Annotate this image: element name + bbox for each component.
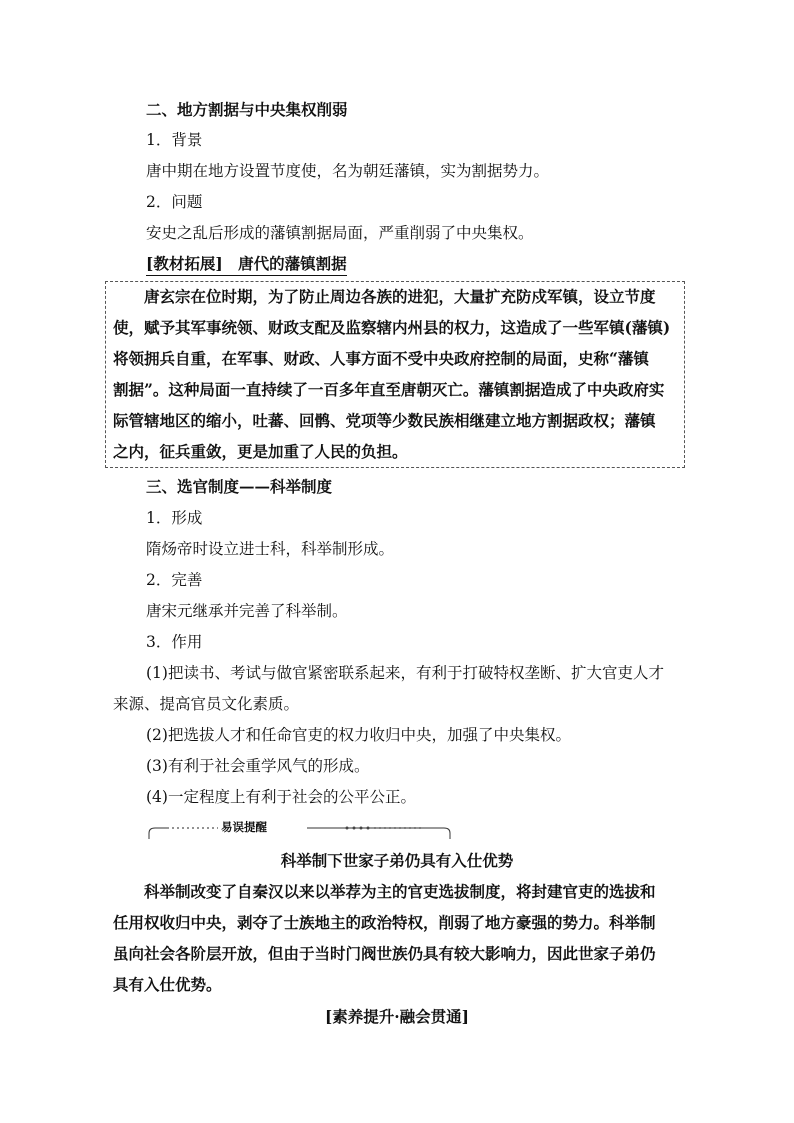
section3-sub-improve: 2．完善 (146, 571, 203, 589)
warning-line: 具有入仕优势。 (113, 975, 222, 994)
section3-effect-item: (2)把选拔人才和任命官吏的权力收归中央，加强了中央集权。 (146, 726, 571, 744)
footer-section-label: [素养提升·融会贯通] (324, 1007, 470, 1026)
section3-sub-formation: 1．形成 (146, 509, 203, 527)
warning-title: 科举制下世家子弟仍具有入仕优势 (280, 851, 514, 870)
extension-line: 之内，征兵重敛，更是加重了人民的负担。 (113, 442, 408, 461)
extension-line: 唐玄宗在位时期，为了防止周边各族的进犯，大量扩充防戍军镇，设立节度 (113, 287, 656, 306)
warning-bracket-icon (147, 826, 452, 840)
section3-sub-effect: 3．作用 (146, 633, 203, 651)
warning-line: 科举制改变了自秦汉以来以举荐为主的官吏选拔制度，将封建官吏的选拔和 (113, 882, 656, 901)
extension-line: 将领拥兵自重，在军事、财政、人事方面不受中央政府控制的局面，史称“藩镇 (113, 349, 649, 368)
extension-label: [教材拓展] 唐代的藩镇割据 (146, 254, 347, 276)
warning-label: 易误提醒 (218, 819, 270, 835)
section3-formation-text: 隋炀帝时设立进士科，科举制形成。 (146, 540, 395, 558)
section3-effect-item-cont: 来源、提高官员文化素质。 (113, 695, 300, 713)
extension-line: 使，赋予其军事统领、财政支配及监察辖内州县的权力，这造成了一些军镇(藩镇) (113, 318, 671, 337)
section2-heading: 二、地方割据与中央集权削弱 (146, 100, 348, 119)
warning-line: 任用权收归中央，剥夺了士族地主的政治特权，削弱了地方豪强的势力。科举制 (113, 913, 656, 932)
section2-problem-text: 安史之乱后形成的藩镇割据局面，严重削弱了中央集权。 (146, 224, 534, 242)
section3-improve-text: 唐宋元继承并完善了科举制。 (146, 602, 348, 620)
section2-background-text: 唐中期在地方设置节度使，名为朝廷藩镇，实为割据势力。 (146, 162, 550, 180)
extension-line: 际管辖地区的缩小，吐蕃、回鹘、党项等少数民族相继建立地方割据政权；藩镇 (113, 411, 656, 430)
section2-sub-background: 1．背景 (146, 131, 203, 149)
section3-effect-item: (1)把读书、考试与做官紧密联系起来，有利于打破特权垄断、扩大官吏人才 (146, 664, 664, 682)
section3-effect-item: (3)有利于社会重学风气的形成。 (146, 757, 370, 775)
section3-effect-item: (4)一定程度上有利于社会的公平公正。 (146, 788, 416, 806)
extension-box (105, 281, 685, 468)
section3-heading: 三、选官制度——科举制度 (146, 477, 333, 496)
extension-line: 割据”。这种局面一直持续了一百多年直至唐朝灭亡。藩镇割据造成了中央政府实 (113, 380, 665, 399)
warning-line: 虽向社会各阶层开放，但由于当时门阀世族仍具有较大影响力，因此世家子弟仍 (113, 944, 656, 963)
section2-sub-problem: 2．问题 (146, 193, 203, 211)
